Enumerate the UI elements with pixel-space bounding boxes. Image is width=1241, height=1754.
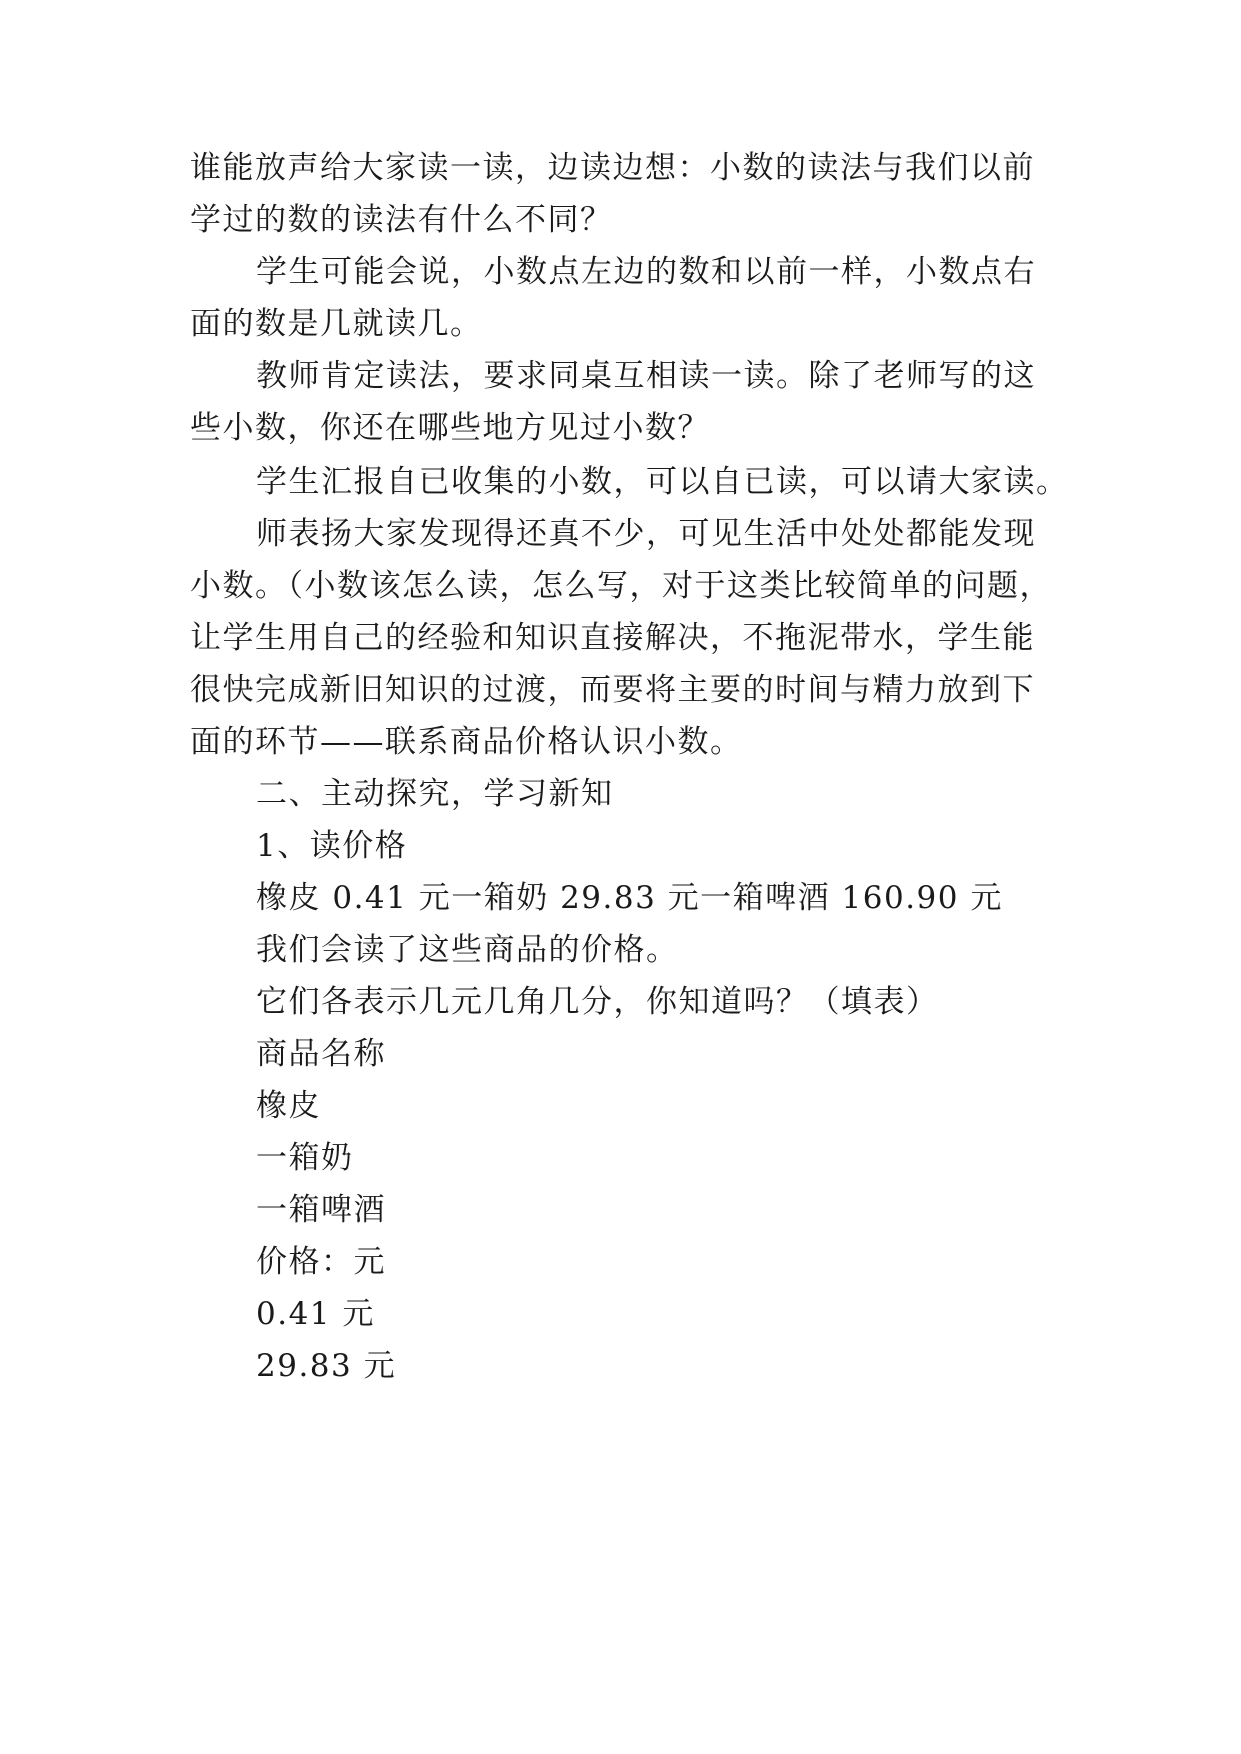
text-line: 让学生用自己的经验和知识直接解决，不拖泥带水，学生能 bbox=[190, 620, 1035, 656]
text-line: 师表扬大家发现得还真不少，可见生活中处处都能发现 bbox=[256, 516, 1036, 552]
table-text-line: 价格：元 bbox=[256, 1244, 386, 1280]
text-line: 橡皮 0.41 元一箱奶 29.83 元一箱啤酒 160.90 元 bbox=[256, 880, 1003, 916]
table-text-line: 一箱奶 bbox=[256, 1140, 354, 1176]
text-line: 教师肯定读法，要求同桌互相读一读。除了老师写的这 bbox=[256, 358, 1036, 394]
table-text-line: 0.41 元 bbox=[256, 1296, 375, 1332]
text-line: 学生汇报自已收集的小数，可以自已读，可以请大家读。 bbox=[256, 464, 1069, 500]
table-text-line: 商品名称 bbox=[256, 1036, 386, 1072]
text-line: 面的数是几就读几。 bbox=[190, 306, 483, 342]
section-heading: 二、主动探究，学习新知 bbox=[256, 776, 614, 812]
table-text-line: 一箱啤酒 bbox=[256, 1192, 386, 1228]
text-line: 很快完成新旧知识的过渡，而要将主要的时间与精力放到下 bbox=[190, 672, 1035, 708]
subsection-heading: 1、读价格 bbox=[256, 828, 408, 864]
text-line: 它们各表示几元几角几分，你知道吗？（填表） bbox=[256, 984, 939, 1020]
text-line: 些小数，你还在哪些地方见过小数？ bbox=[190, 410, 710, 446]
table-text-line: 橡皮 bbox=[256, 1088, 321, 1124]
text-line: 小数。（小数该怎么读，怎么写，对于这类比较简单的问题， bbox=[190, 568, 1052, 604]
text-line: 学生可能会说，小数点左边的数和以前一样，小数点右 bbox=[256, 254, 1036, 290]
text-line: 学过的数的读法有什么不同？ bbox=[190, 202, 613, 238]
text-line: 我们会读了这些商品的价格。 bbox=[256, 932, 679, 968]
table-text-line: 29.83 元 bbox=[256, 1348, 397, 1384]
text-line: 谁能放声给大家读一读，边读边想：小数的读法与我们以前 bbox=[190, 150, 1035, 186]
text-line: 面的环节——联系商品价格认识小数。 bbox=[190, 724, 743, 760]
